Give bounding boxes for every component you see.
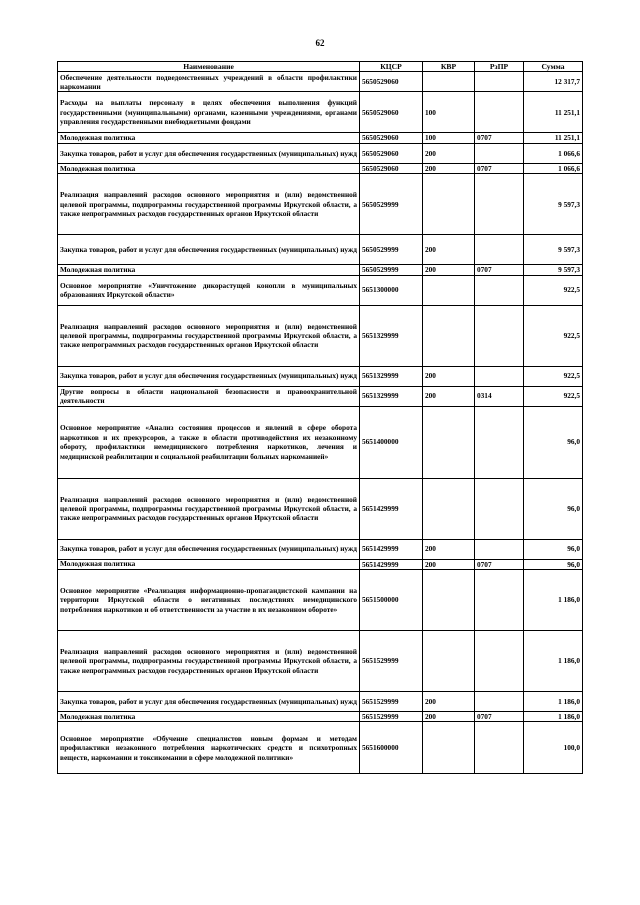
row-sum-cell: 9 597,3 bbox=[524, 174, 583, 235]
header-kvr: КВР bbox=[423, 62, 475, 72]
row-name-cell: Молодежная политика bbox=[58, 265, 360, 275]
row-rzpr-cell bbox=[475, 235, 524, 265]
table-row bbox=[58, 235, 583, 265]
row-kvr-cell: 200 bbox=[423, 559, 475, 569]
row-kcsr-cell: 5651500000 bbox=[360, 570, 423, 631]
row-name-cell: Закупка товаров, работ и услуг для обеспечения государственных (муниципальных) нужд bbox=[58, 539, 360, 559]
row-name-cell: Основное мероприятие «Реализация информационно-пропагандистской кампании на территории Иркутской области о негативных последствиях немедицинского потребления наркотиков и об ответственности за участие в их незаконном обороте» bbox=[58, 570, 360, 631]
row-sum-cell: 11 251,1 bbox=[524, 133, 583, 143]
row-kvr-cell bbox=[423, 631, 475, 692]
table-row bbox=[58, 163, 583, 173]
table-row bbox=[58, 692, 583, 712]
row-name-cell: Основное мероприятие «Обучение специалистов новым формам и методам профилактики незаконного потребления наркотических средств и психотропных веществ, наркомании и токсикомании в сфере молодежной политики» bbox=[58, 722, 360, 774]
row-rzpr-cell bbox=[475, 570, 524, 631]
row-kcsr-cell: 5651429999 bbox=[360, 559, 423, 569]
row-rzpr-cell bbox=[475, 539, 524, 559]
row-sum-cell: 1 186,0 bbox=[524, 712, 583, 722]
row-sum-cell: 1 066,6 bbox=[524, 163, 583, 173]
row-rzpr-cell bbox=[475, 92, 524, 133]
header-name: Наименование bbox=[58, 62, 360, 72]
row-name-cell: Закупка товаров, работ и услуг для обеспечения государственных (муниципальных) нужд bbox=[58, 235, 360, 265]
row-kvr-cell bbox=[423, 305, 475, 366]
row-kcsr-cell: 5650529060 bbox=[360, 163, 423, 173]
row-kcsr-cell: 5651529999 bbox=[360, 712, 423, 722]
row-rzpr-cell bbox=[475, 406, 524, 478]
row-sum-cell: 1 066,6 bbox=[524, 143, 583, 163]
budget-table bbox=[57, 61, 583, 774]
row-kcsr-cell: 5650529060 bbox=[360, 72, 423, 92]
table-row bbox=[58, 478, 583, 539]
row-kvr-cell: 200 bbox=[423, 712, 475, 722]
row-kvr-cell bbox=[423, 72, 475, 92]
table-row bbox=[58, 366, 583, 386]
header-rzpr: РзПР bbox=[475, 62, 524, 72]
row-kcsr-cell: 5650529060 bbox=[360, 92, 423, 133]
header-kcsr: КЦСР bbox=[360, 62, 423, 72]
row-kvr-cell: 200 bbox=[423, 265, 475, 275]
row-name-cell: Закупка товаров, работ и услуг для обеспечения государственных (муниципальных) нужд bbox=[58, 366, 360, 386]
row-sum-cell: 922,5 bbox=[524, 275, 583, 305]
row-rzpr-cell bbox=[475, 143, 524, 163]
table-row bbox=[58, 559, 583, 569]
table-row bbox=[58, 92, 583, 133]
row-kvr-cell bbox=[423, 722, 475, 774]
row-rzpr-cell: 0707 bbox=[475, 265, 524, 275]
row-kcsr-cell: 5651300000 bbox=[360, 275, 423, 305]
table-row bbox=[58, 265, 583, 275]
row-kcsr-cell: 5651329999 bbox=[360, 386, 423, 406]
row-rzpr-cell: 0314 bbox=[475, 386, 524, 406]
table-row bbox=[58, 712, 583, 722]
table-row bbox=[58, 570, 583, 631]
row-kvr-cell: 200 bbox=[423, 143, 475, 163]
row-name-cell: Молодежная политика bbox=[58, 133, 360, 143]
row-kcsr-cell: 5651329999 bbox=[360, 366, 423, 386]
row-rzpr-cell: 0707 bbox=[475, 163, 524, 173]
row-kvr-cell: 200 bbox=[423, 692, 475, 712]
row-name-cell: Молодежная политика bbox=[58, 712, 360, 722]
row-kcsr-cell: 5650529060 bbox=[360, 143, 423, 163]
row-sum-cell: 922,5 bbox=[524, 366, 583, 386]
page-number: 62 bbox=[315, 38, 325, 48]
table-header-row bbox=[58, 62, 583, 72]
row-rzpr-cell bbox=[475, 72, 524, 92]
row-kvr-cell bbox=[423, 174, 475, 235]
row-name-cell: Реализация направлений расходов основного мероприятия и (или) ведомственной целевой программы, подпрограммы государственной программы Иркутской области, а также непрограммных расходов государственных органов Иркутской области bbox=[58, 478, 360, 539]
row-name-cell: Расходы на выплаты персоналу в целях обеспечения выполнения функций государственными (муниципальными) органами, казенными учреждениями, органами управления государственными внебюджетными фондами bbox=[58, 92, 360, 133]
row-name-cell: Реализация направлений расходов основного мероприятия и (или) ведомственной целевой программы, подпрограммы государственной программы Иркутской области, а также непрограммных расходов государственных органов Иркутской области bbox=[58, 174, 360, 235]
row-rzpr-cell bbox=[475, 478, 524, 539]
row-kcsr-cell: 5651400000 bbox=[360, 406, 423, 478]
row-rzpr-cell bbox=[475, 722, 524, 774]
table-row bbox=[58, 722, 583, 774]
row-kcsr-cell: 5651429999 bbox=[360, 539, 423, 559]
table-row bbox=[58, 305, 583, 366]
table-row bbox=[58, 631, 583, 692]
row-kcsr-cell: 5650529999 bbox=[360, 235, 423, 265]
table-row bbox=[58, 386, 583, 406]
row-sum-cell: 1 186,0 bbox=[524, 692, 583, 712]
row-kcsr-cell: 5651329999 bbox=[360, 305, 423, 366]
row-kvr-cell: 200 bbox=[423, 235, 475, 265]
table-row bbox=[58, 143, 583, 163]
row-sum-cell: 96,0 bbox=[524, 478, 583, 539]
row-kvr-cell bbox=[423, 406, 475, 478]
table-row bbox=[58, 406, 583, 478]
row-sum-cell: 96,0 bbox=[524, 559, 583, 569]
header-sum: Сумма bbox=[524, 62, 583, 72]
row-name-cell: Закупка товаров, работ и услуг для обеспечения государственных (муниципальных) нужд bbox=[58, 692, 360, 712]
row-name-cell: Другие вопросы в области национальной безопасности и правоохранительной деятельности bbox=[58, 386, 360, 406]
row-kcsr-cell: 5651529999 bbox=[360, 631, 423, 692]
row-kvr-cell bbox=[423, 570, 475, 631]
row-sum-cell: 96,0 bbox=[524, 539, 583, 559]
row-name-cell: Обеспечение деятельности подведомственных учреждений в области профилактики наркомании bbox=[58, 72, 360, 92]
row-kvr-cell: 200 bbox=[423, 163, 475, 173]
row-kvr-cell: 200 bbox=[423, 366, 475, 386]
row-sum-cell: 1 186,0 bbox=[524, 570, 583, 631]
row-name-cell: Закупка товаров, работ и услуг для обеспечения государственных (муниципальных) нужд bbox=[58, 143, 360, 163]
row-rzpr-cell: 0707 bbox=[475, 559, 524, 569]
row-rzpr-cell: 0707 bbox=[475, 712, 524, 722]
row-kvr-cell: 100 bbox=[423, 133, 475, 143]
row-kvr-cell bbox=[423, 478, 475, 539]
table-row bbox=[58, 72, 583, 92]
row-name-cell: Реализация направлений расходов основного мероприятия и (или) ведомственной целевой программы, подпрограммы государственной программы Иркутской области, а также непрограммных расходов государственных органов Иркутской области bbox=[58, 631, 360, 692]
row-rzpr-cell: 0707 bbox=[475, 133, 524, 143]
row-name-cell: Молодежная политика bbox=[58, 163, 360, 173]
row-kvr-cell: 100 bbox=[423, 92, 475, 133]
row-kcsr-cell: 5650529999 bbox=[360, 265, 423, 275]
row-kcsr-cell: 5650529060 bbox=[360, 133, 423, 143]
table-row bbox=[58, 539, 583, 559]
row-sum-cell: 12 317,7 bbox=[524, 72, 583, 92]
row-rzpr-cell bbox=[475, 692, 524, 712]
row-rzpr-cell bbox=[475, 275, 524, 305]
row-sum-cell: 9 597,3 bbox=[524, 235, 583, 265]
table-body bbox=[58, 72, 583, 774]
table-row bbox=[58, 133, 583, 143]
row-sum-cell: 922,5 bbox=[524, 386, 583, 406]
row-kvr-cell bbox=[423, 275, 475, 305]
row-kvr-cell: 200 bbox=[423, 386, 475, 406]
row-rzpr-cell bbox=[475, 305, 524, 366]
table-row bbox=[58, 275, 583, 305]
row-kvr-cell: 200 bbox=[423, 539, 475, 559]
row-sum-cell: 1 186,0 bbox=[524, 631, 583, 692]
row-rzpr-cell bbox=[475, 366, 524, 386]
row-kcsr-cell: 5651600000 bbox=[360, 722, 423, 774]
row-sum-cell: 922,5 bbox=[524, 305, 583, 366]
row-rzpr-cell bbox=[475, 631, 524, 692]
row-kcsr-cell: 5651429999 bbox=[360, 478, 423, 539]
row-name-cell: Основное мероприятие «Анализ состояния процессов и явлений в сфере оборота наркотиков и их прекурсоров, а также в области противодействия их незаконному обороту, профилактики немедицинского потребления наркотиков, лечения и медицинской реабилитации и социальной реабилитации больных наркоманией» bbox=[58, 406, 360, 478]
row-sum-cell: 96,0 bbox=[524, 406, 583, 478]
row-name-cell: Реализация направлений расходов основного мероприятия и (или) ведомственной целевой программы, подпрограммы государственной программы Иркутской области, а также непрограммных расходов государственных органов Иркутской области bbox=[58, 305, 360, 366]
row-sum-cell: 100,0 bbox=[524, 722, 583, 774]
row-kcsr-cell: 5651529999 bbox=[360, 692, 423, 712]
row-rzpr-cell bbox=[475, 174, 524, 235]
row-name-cell: Молодежная политика bbox=[58, 559, 360, 569]
row-name-cell: Основное мероприятие «Уничтожение дикорастущей конопли в муниципальных образованиях Иркутской области» bbox=[58, 275, 360, 305]
row-sum-cell: 11 251,1 bbox=[524, 92, 583, 133]
row-kcsr-cell: 5650529999 bbox=[360, 174, 423, 235]
row-sum-cell: 9 597,3 bbox=[524, 265, 583, 275]
table-row bbox=[58, 174, 583, 235]
